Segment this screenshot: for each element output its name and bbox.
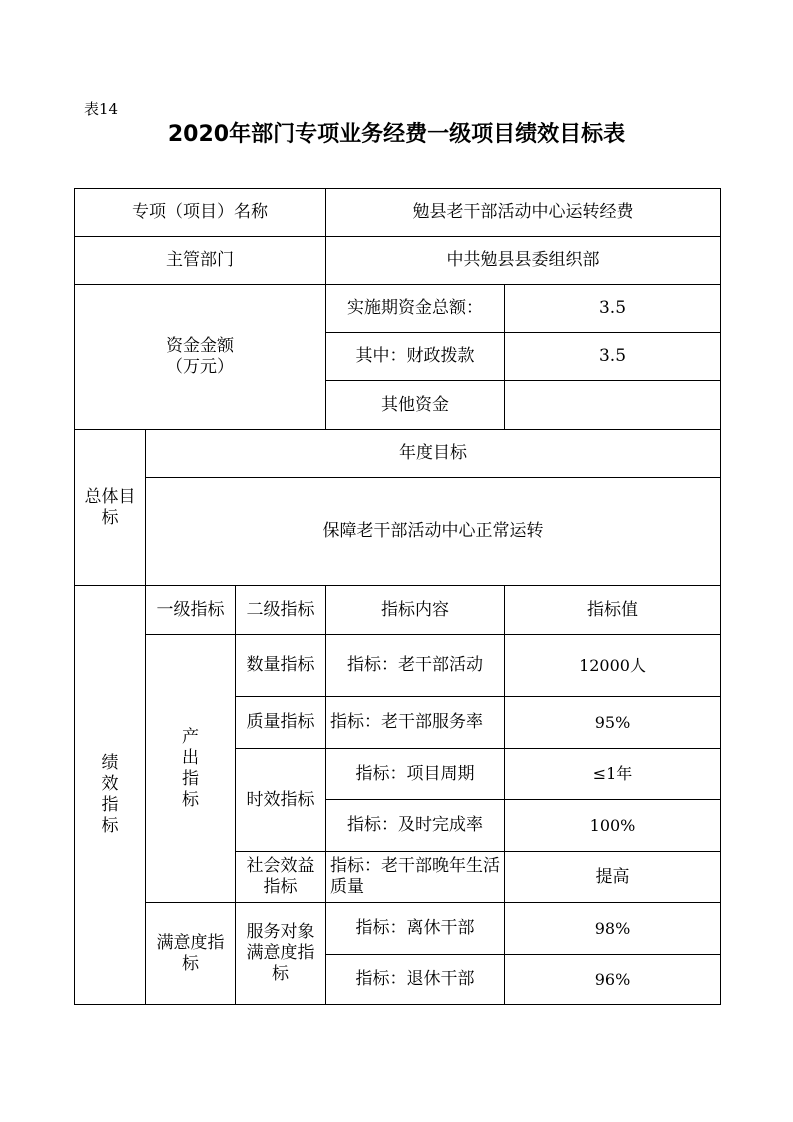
project-name-row bbox=[75, 189, 721, 237]
social-indicator-content: 指标：老干部晚年生活质量 bbox=[326, 852, 505, 903]
quantity-indicator-value: 12000人 bbox=[505, 635, 721, 697]
department-label: 主管部门 bbox=[75, 237, 326, 285]
quantity-indicator-content: 指标：老干部活动 bbox=[326, 635, 505, 697]
funds-label-line1: 资金金额 bbox=[166, 336, 234, 356]
project-name-label: 专项（项目）名称 bbox=[75, 189, 326, 237]
value-header: 指标值 bbox=[505, 586, 721, 635]
performance-indicator-label bbox=[75, 586, 146, 1005]
department-row bbox=[75, 237, 721, 285]
social-indicator-value: 提高 bbox=[505, 852, 721, 903]
timeliness-value-1: ≤1年 bbox=[505, 749, 721, 800]
performance-target-table bbox=[74, 188, 721, 1005]
annual-target-header: 年度目标 bbox=[146, 430, 721, 478]
satisfaction-value-2: 96% bbox=[505, 955, 721, 1005]
annual-target-content: 保障老干部活动中心正常运转 bbox=[146, 478, 721, 586]
department-value: 中共勉县县委组织部 bbox=[326, 237, 721, 285]
timeliness-value-2: 100% bbox=[505, 800, 721, 852]
service-satisfaction-label: 服务对象满意度指标 bbox=[236, 903, 326, 1005]
performance-header-row bbox=[75, 586, 721, 635]
project-name-value: 勉县老干部活动中心运转经费 bbox=[326, 189, 721, 237]
satisfaction-value-1: 98% bbox=[505, 903, 721, 955]
funds-label-line2: （万元） bbox=[166, 357, 234, 377]
funds-total-label: 实施期资金总额： bbox=[326, 285, 505, 333]
funds-fiscal-value: 3.5 bbox=[505, 333, 721, 381]
funds-total-value: 3.5 bbox=[505, 285, 721, 333]
quantity-indicator-label: 数量指标 bbox=[236, 635, 326, 697]
quality-indicator-value: 95% bbox=[505, 697, 721, 749]
overall-target-label: 总体目标 bbox=[75, 430, 146, 586]
funds-label bbox=[75, 285, 326, 430]
overall-header-row bbox=[75, 430, 721, 478]
funds-other-value bbox=[505, 381, 721, 430]
performance-indicator-label-text: 绩效指标 bbox=[101, 753, 119, 836]
satisfaction-indicator-label: 满意度指标 bbox=[146, 903, 236, 1005]
table-number-label: 表14 bbox=[84, 100, 119, 118]
social-indicator-label: 社会效益指标 bbox=[236, 852, 326, 903]
satisfaction-content-1: 指标：离休干部 bbox=[326, 903, 505, 955]
content-header: 指标内容 bbox=[326, 586, 505, 635]
timeliness-content-2: 指标：及时完成率 bbox=[326, 800, 505, 852]
quality-indicator-content: 指标：老干部服务率 bbox=[326, 697, 505, 749]
quality-indicator-label: 质量指标 bbox=[236, 697, 326, 749]
output-indicator-label bbox=[146, 635, 236, 903]
table-row bbox=[75, 903, 721, 955]
timeliness-indicator-label: 时效指标 bbox=[236, 749, 326, 852]
level1-header: 一级指标 bbox=[146, 586, 236, 635]
timeliness-content-1: 指标：项目周期 bbox=[326, 749, 505, 800]
funds-total-row bbox=[75, 285, 721, 333]
page-title: 2020年部门专项业务经费一级项目绩效目标表 bbox=[167, 122, 626, 147]
funds-fiscal-label: 其中：财政拨款 bbox=[326, 333, 505, 381]
funds-other-label: 其他资金 bbox=[326, 381, 505, 430]
overall-content-row bbox=[75, 478, 721, 586]
satisfaction-content-2: 指标：退休干部 bbox=[326, 955, 505, 1005]
table-row bbox=[75, 635, 721, 697]
output-indicator-label-text: 产出指标 bbox=[182, 726, 199, 810]
level2-header: 二级指标 bbox=[236, 586, 326, 635]
